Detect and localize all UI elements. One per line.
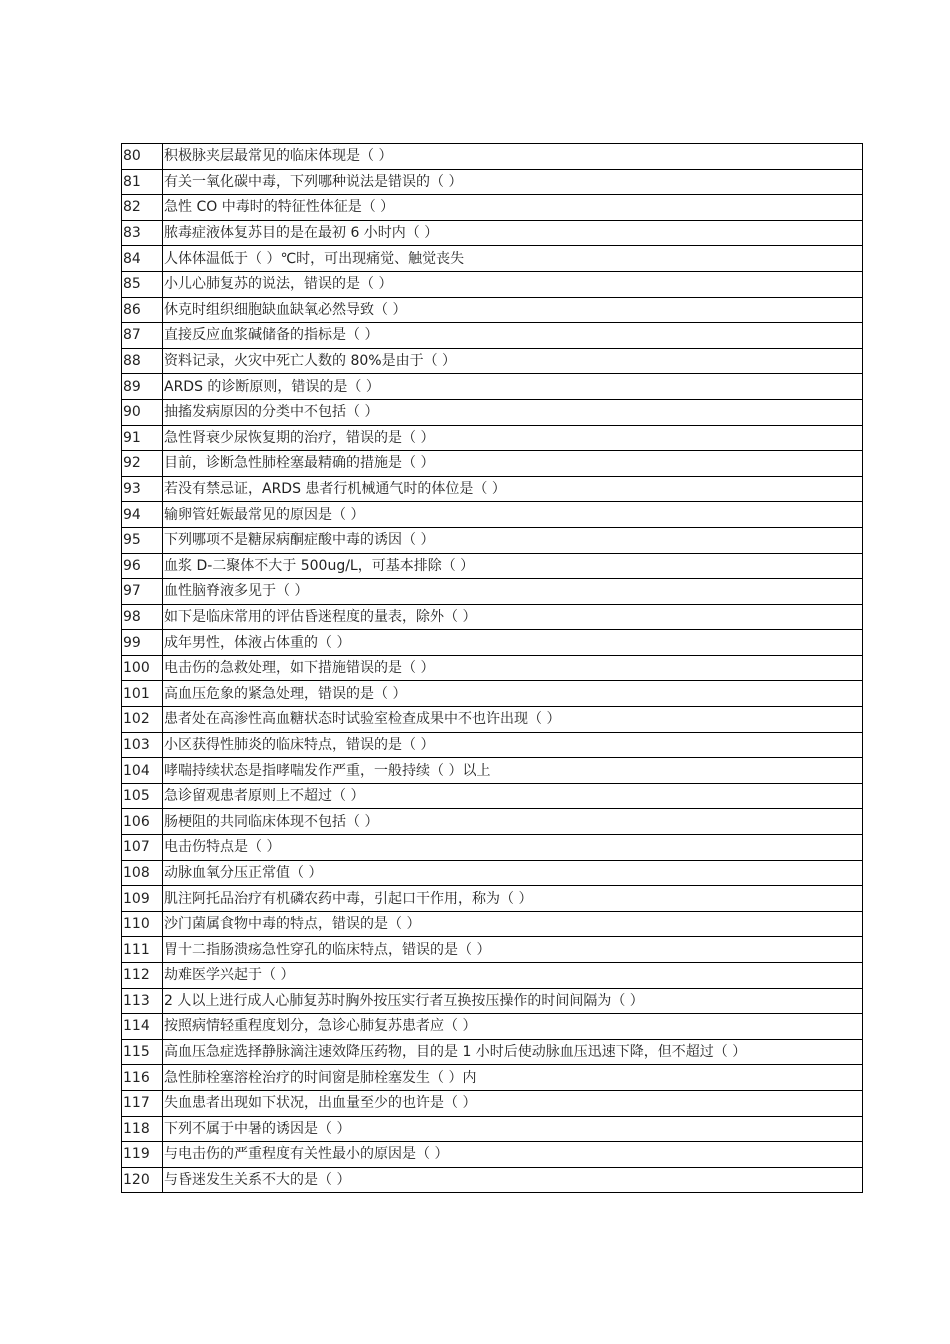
question-text: 失血患者出现如下状况，出血量至少的也许是（ ） bbox=[163, 1090, 863, 1116]
question-number: 88 bbox=[122, 348, 163, 374]
question-text: 电击伤的急救处理，如下措施错误的是（ ） bbox=[163, 655, 863, 681]
question-text: 下列哪项不是糖尿病酮症酸中毒的诱因（ ） bbox=[163, 527, 863, 553]
question-number: 91 bbox=[122, 425, 163, 451]
question-number: 103 bbox=[122, 732, 163, 758]
question-row bbox=[122, 1014, 863, 1040]
question-number: 81 bbox=[122, 169, 163, 195]
question-row bbox=[122, 655, 863, 681]
question-number: 106 bbox=[122, 809, 163, 835]
question-number: 90 bbox=[122, 399, 163, 425]
question-text: 胃十二指肠溃疡急性穿孔的临床特点，错误的是（ ） bbox=[163, 937, 863, 963]
question-text: 脓毒症液体复苏目的是在最初 6 小时内（ ） bbox=[163, 220, 863, 246]
question-number: 92 bbox=[122, 451, 163, 477]
question-number: 93 bbox=[122, 476, 163, 502]
question-text: 急性肺栓塞溶栓治疗的时间窗是肺栓塞发生（ ）内 bbox=[163, 1065, 863, 1091]
question-text: 按照病情轻重程度划分，急诊心肺复苏患者应（ ） bbox=[163, 1014, 863, 1040]
question-number: 110 bbox=[122, 911, 163, 937]
question-row bbox=[122, 502, 863, 528]
question-number: 105 bbox=[122, 783, 163, 809]
question-text: 急性肾衰少尿恢复期的治疗，错误的是（ ） bbox=[163, 425, 863, 451]
question-number: 111 bbox=[122, 937, 163, 963]
question-row bbox=[122, 399, 863, 425]
question-row bbox=[122, 604, 863, 630]
question-text: 肠梗阻的共同临床体现不包括（ ） bbox=[163, 809, 863, 835]
question-text: 肌注阿托品治疗有机磷农药中毒，引起口干作用，称为（ ） bbox=[163, 886, 863, 912]
question-row bbox=[122, 963, 863, 989]
question-row bbox=[122, 579, 863, 605]
question-text: 输卵管妊娠最常见的原因是（ ） bbox=[163, 502, 863, 528]
question-number: 80 bbox=[122, 144, 163, 170]
question-number: 84 bbox=[122, 246, 163, 272]
question-row bbox=[122, 835, 863, 861]
question-text: 劫难医学兴起于（ ） bbox=[163, 963, 863, 989]
question-text: ARDS 的诊断原则，错误的是（ ） bbox=[163, 374, 863, 400]
question-row bbox=[122, 297, 863, 323]
question-number: 115 bbox=[122, 1039, 163, 1065]
question-number: 87 bbox=[122, 323, 163, 349]
question-number: 101 bbox=[122, 681, 163, 707]
question-row bbox=[122, 553, 863, 579]
question-text: 2 人以上进行成人心肺复苏时胸外按压实行者互换按压操作的时间间隔为（ ） bbox=[163, 988, 863, 1014]
question-row bbox=[122, 988, 863, 1014]
question-text: 血浆 D-二聚体不大于 500ug/L，可基本排除（ ） bbox=[163, 553, 863, 579]
question-text: 下列不属于中暑的诱因是（ ） bbox=[163, 1116, 863, 1142]
question-text: 急诊留观患者原则上不超过（ ） bbox=[163, 783, 863, 809]
question-number: 98 bbox=[122, 604, 163, 630]
question-row bbox=[122, 1090, 863, 1116]
question-text: 与电击伤的严重程度有关性最小的原因是（ ） bbox=[163, 1142, 863, 1168]
question-number: 94 bbox=[122, 502, 163, 528]
question-number: 118 bbox=[122, 1116, 163, 1142]
question-number: 114 bbox=[122, 1014, 163, 1040]
question-number: 85 bbox=[122, 271, 163, 297]
question-row bbox=[122, 246, 863, 272]
question-row bbox=[122, 1142, 863, 1168]
question-row bbox=[122, 425, 863, 451]
question-text: 沙门菌属食物中毒的特点，错误的是（ ） bbox=[163, 911, 863, 937]
question-number: 120 bbox=[122, 1167, 163, 1193]
question-number: 107 bbox=[122, 835, 163, 861]
question-number: 104 bbox=[122, 758, 163, 784]
question-text: 与昏迷发生关系不大的是（ ） bbox=[163, 1167, 863, 1193]
question-text: 患者处在高渗性高血糖状态时试验室检查成果中不也许出现（ ） bbox=[163, 707, 863, 733]
question-number: 108 bbox=[122, 860, 163, 886]
question-row bbox=[122, 323, 863, 349]
question-number: 113 bbox=[122, 988, 163, 1014]
question-row bbox=[122, 783, 863, 809]
question-text: 人体体温低于（ ）℃时，可出现痛觉、触觉丧失 bbox=[163, 246, 863, 272]
question-number: 96 bbox=[122, 553, 163, 579]
question-text: 成年男性，体液占体重的（ ） bbox=[163, 630, 863, 656]
question-text: 高血压危象的紧急处理，错误的是（ ） bbox=[163, 681, 863, 707]
question-row bbox=[122, 630, 863, 656]
question-row bbox=[122, 681, 863, 707]
question-row bbox=[122, 1065, 863, 1091]
question-number: 109 bbox=[122, 886, 163, 912]
question-row bbox=[122, 732, 863, 758]
question-number: 102 bbox=[122, 707, 163, 733]
question-text: 抽搐发病原因的分类中不包括（ ） bbox=[163, 399, 863, 425]
question-text: 血性脑脊液多见于（ ） bbox=[163, 579, 863, 605]
question-text: 小区获得性肺炎的临床特点，错误的是（ ） bbox=[163, 732, 863, 758]
question-text: 资料记录，火灾中死亡人数的 80%是由于（ ） bbox=[163, 348, 863, 374]
question-row bbox=[122, 1167, 863, 1193]
question-row bbox=[122, 527, 863, 553]
question-number: 112 bbox=[122, 963, 163, 989]
question-row bbox=[122, 144, 863, 170]
question-row bbox=[122, 451, 863, 477]
question-number: 97 bbox=[122, 579, 163, 605]
question-text: 目前，诊断急性肺栓塞最精确的措施是（ ） bbox=[163, 451, 863, 477]
question-number: 116 bbox=[122, 1065, 163, 1091]
question-text: 有关一氧化碳中毒，下列哪种说法是错误的（ ） bbox=[163, 169, 863, 195]
question-text: 哮喘持续状态是指哮喘发作严重，一般持续（ ）以上 bbox=[163, 758, 863, 784]
question-row bbox=[122, 911, 863, 937]
question-number: 100 bbox=[122, 655, 163, 681]
question-row bbox=[122, 348, 863, 374]
question-number: 119 bbox=[122, 1142, 163, 1168]
question-row bbox=[122, 1039, 863, 1065]
question-text: 积极脉夹层最常见的临床体现是（ ） bbox=[163, 144, 863, 170]
question-row bbox=[122, 886, 863, 912]
question-text: 小儿心肺复苏的说法，错误的是（ ） bbox=[163, 271, 863, 297]
question-number: 86 bbox=[122, 297, 163, 323]
question-number: 95 bbox=[122, 527, 163, 553]
question-number: 99 bbox=[122, 630, 163, 656]
question-text: 高血压急症选择静脉滴注速效降压药物，目的是 1 小时后使动脉血压迅速下降，但不超过（ ） bbox=[163, 1039, 863, 1065]
question-number: 83 bbox=[122, 220, 163, 246]
question-row bbox=[122, 169, 863, 195]
question-row bbox=[122, 1116, 863, 1142]
question-row bbox=[122, 809, 863, 835]
question-row bbox=[122, 220, 863, 246]
question-text: 直接反应血浆碱储备的指标是（ ） bbox=[163, 323, 863, 349]
question-row bbox=[122, 860, 863, 886]
question-row bbox=[122, 195, 863, 221]
question-row bbox=[122, 476, 863, 502]
question-text: 若没有禁忌证，ARDS 患者行机械通气时的体位是（ ） bbox=[163, 476, 863, 502]
question-table bbox=[121, 143, 863, 1193]
question-text: 如下是临床常用的评估昏迷程度的量表，除外（ ） bbox=[163, 604, 863, 630]
question-number: 89 bbox=[122, 374, 163, 400]
question-row bbox=[122, 271, 863, 297]
question-text: 休克时组织细胞缺血缺氧必然导致（ ） bbox=[163, 297, 863, 323]
question-row bbox=[122, 758, 863, 784]
question-number: 82 bbox=[122, 195, 163, 221]
question-text: 电击伤特点是（ ） bbox=[163, 835, 863, 861]
question-number: 117 bbox=[122, 1090, 163, 1116]
question-text: 动脉血氧分压正常值（ ） bbox=[163, 860, 863, 886]
question-table-body bbox=[122, 144, 863, 1193]
question-row bbox=[122, 937, 863, 963]
question-text: 急性 CO 中毒时的特征性体征是（ ） bbox=[163, 195, 863, 221]
question-row bbox=[122, 707, 863, 733]
question-row bbox=[122, 374, 863, 400]
